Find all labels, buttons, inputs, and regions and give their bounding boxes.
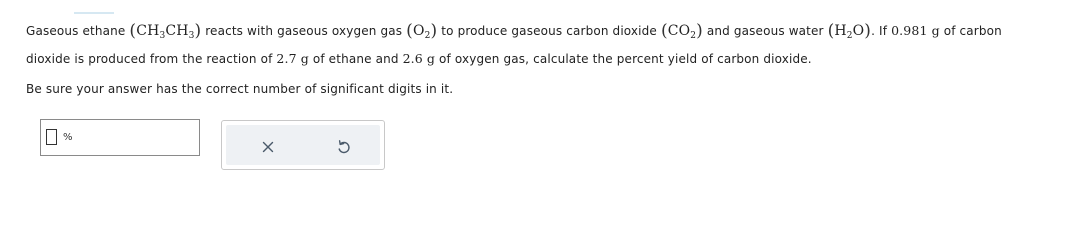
percent-unit-label: % xyxy=(63,132,73,143)
instruction-text: Be sure your answer has the correct number of significant digits in it. xyxy=(26,82,454,96)
x-icon xyxy=(258,138,278,156)
question-text-segment: and gaseous water xyxy=(702,24,828,38)
oxygen-mass-value: 2.6 xyxy=(402,51,423,66)
question-text-segment: reacts with gaseous oxygen gas xyxy=(201,24,407,38)
top-accent-line xyxy=(74,12,114,14)
question-text-segment: of carbon xyxy=(939,24,1002,38)
question-text-segment: of ethane and xyxy=(308,52,403,66)
unit-g: g xyxy=(931,23,940,38)
water-formula: $H_2O$ xyxy=(834,23,865,41)
clear-button[interactable] xyxy=(258,138,278,156)
undo-button[interactable] xyxy=(334,138,354,156)
toolbar-background xyxy=(226,125,380,165)
ethane-mass-value: 2.7 xyxy=(276,51,297,66)
question-text-segment: to produce gaseous carbon dioxide xyxy=(437,24,661,38)
unit-g: g xyxy=(426,51,436,66)
question-text: Gaseous ethane $(CH_3CH_3)$ reacts with gaseous oxygen gas $(O_2)$ to produce gaseous carbon dioxide $(CO_2)$ and gaseous water $(H_2O)$. If 0.981 g of carbon dioxide is produced from the reaction of 2.7 g of ethane and 2.6 g of oxygen gas, calculate the percent yield of carbon dioxide. xyxy=(26,21,1002,66)
undo-icon xyxy=(334,138,354,156)
unit-g: g xyxy=(300,51,309,66)
question-text-segment: . If xyxy=(871,24,892,38)
answer-input-field[interactable] xyxy=(46,129,57,145)
oxygen-formula: $O_2$ xyxy=(412,23,431,41)
question-text-segment: of oxygen gas, calculate the percent yield of carbon dioxide. xyxy=(435,52,812,66)
question-text-segment: dioxide is produced from the reaction of xyxy=(26,52,277,66)
answer-toolbar xyxy=(221,120,385,170)
co2-formula: $CO_2$ xyxy=(667,23,697,41)
ethane-formula: $CH_3CH_3$ xyxy=(136,23,195,41)
question-text-segment: Gaseous ethane xyxy=(26,24,130,38)
answer-input-box[interactable] xyxy=(40,119,200,156)
co2-mass-value: 0.981 xyxy=(891,23,928,38)
